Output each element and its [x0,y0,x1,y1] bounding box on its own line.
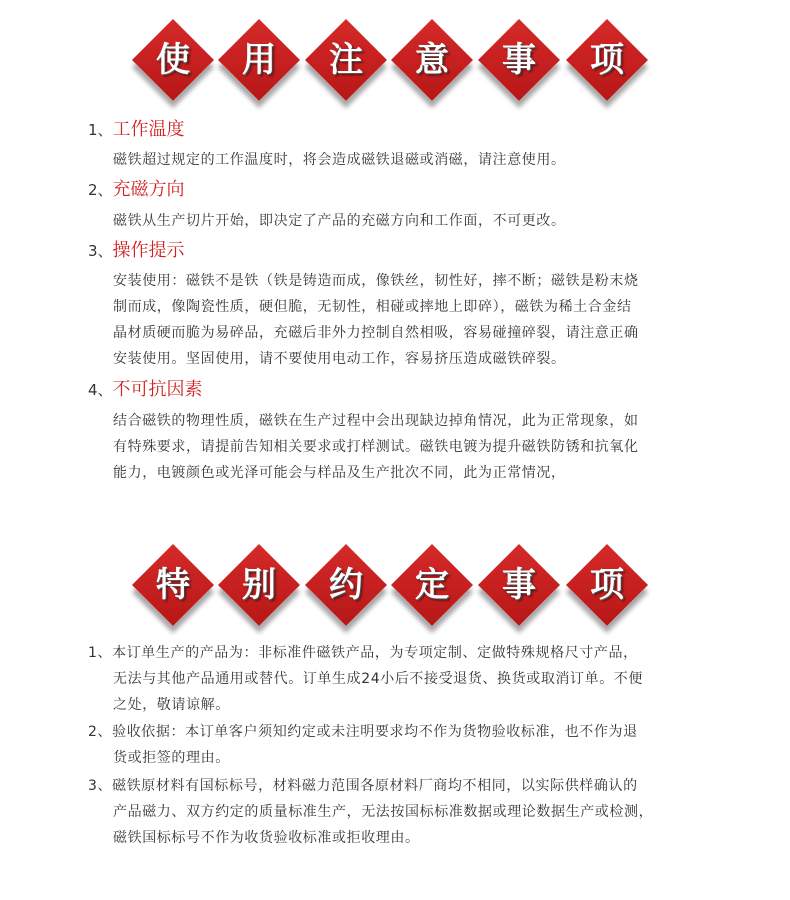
body-line: 能力，电镀颜色或光泽可能会与样品及生产批次不同，此为正常情况， [113,465,566,481]
usage-item-body [113,147,703,173]
banner-diamond [390,18,474,102]
agreement-item [88,640,708,718]
banner-diamond [565,18,649,102]
rule-line: 之处，敬请谅解。 [113,697,230,713]
banner-diamond [477,543,561,627]
item-title: 充磁方向 [112,179,185,200]
banner-char: 用 [242,40,276,80]
rule-line: 磁铁国标标号不作为收货验收标准或拒收理由。 [113,830,420,846]
banner-diamond [217,543,301,627]
item-number: 2、 [88,181,113,199]
banner-diamond [131,543,215,627]
rule-line: 货或拒签的理由。 [113,750,230,766]
banner-char: 项 [590,565,624,605]
banner-char: 特 [156,565,190,605]
item-number: 3、 [88,242,113,260]
banner-char: 使 [156,40,190,80]
body-line: 安装使用。坚固使用，请不要使用电动工作，容易挤压造成磁铁碎裂。 [113,351,566,367]
agreement-item [88,773,708,851]
usage-item-body [113,268,703,372]
body-line: 结合磁铁的物理性质，磁铁在生产过程中会出现缺边掉角情况，此为正常现象，如 [113,413,639,429]
banner-diamond [390,543,474,627]
banner-char: 别 [242,565,276,605]
body-line: 磁铁超过规定的工作温度时，将会造成磁铁退磁或消磁，请注意使用。 [113,152,566,168]
item-number: 4、 [88,381,113,399]
banner-diamond [131,18,215,102]
rule-line: 2、验收依据：本订单客户须知约定或未注明要求均不作为货物验收标准，也不作为退 [88,724,638,740]
banner-char: 事 [502,40,536,80]
rule-line: 1、本订单生产的产品为：非标准件磁铁产品，为专项定制、定做特殊规格尺寸产品， [88,645,638,661]
body-line: 制而成，像陶瓷性质，硬但脆，无韧性，相碰或摔地上即碎），磁铁为稀土合金结 [113,299,632,315]
usage-item-heading [88,177,185,203]
usage-item-heading [88,117,185,143]
banner-char: 注 [329,40,363,80]
body-line: 晶材质硬而脆为易碎品，充磁后非外力控制自然相吸，容易碰撞碎裂，请注意正确 [113,325,639,341]
special-agreement-banner [0,543,790,643]
item-number: 1、 [88,121,113,139]
usage-item-heading [88,377,203,403]
body-line: 磁铁从生产切片开始，即决定了产品的充磁方向和工作面，不可更改。 [113,213,566,229]
banner-char: 定 [415,565,449,605]
body-line: 安装使用：磁铁不是铁（铁是铸造而成，像铁丝，韧性好，摔不断；磁铁是粉末烧 [113,273,639,289]
body-line: 有特殊要求，请提前告知相关要求或打样测试。磁铁电镀为提升磁铁防锈和抗氧化 [113,439,639,455]
agreement-item [88,719,708,771]
item-title: 操作提示 [112,240,185,261]
banner-diamond [304,18,388,102]
item-title: 工作温度 [112,119,185,140]
rule-line: 产品磁力、双方约定的质量标准生产，无法按国标标准数据或理论数据生产或检测， [113,804,654,820]
banner-char: 约 [329,565,363,605]
banner-char: 意 [415,40,449,80]
usage-notes-banner [0,18,790,118]
rule-line: 3、磁铁原材料有国标标号，材料磁力范围各原材料厂商均不相同，以实际供样确认的 [88,778,638,794]
banner-diamond [565,543,649,627]
banner-char: 事 [502,565,536,605]
item-title: 不可抗因素 [112,379,203,400]
usage-item-heading [88,238,185,264]
banner-char: 项 [590,40,624,80]
rule-line: 无法与其他产品通用或替代。订单生成24小后不接受退货、换货或取消订单。不便 [113,671,644,687]
banner-diamond [477,18,561,102]
banner-diamond [217,18,301,102]
usage-item-body [113,408,703,486]
banner-diamond [304,543,388,627]
usage-item-body [113,208,703,234]
